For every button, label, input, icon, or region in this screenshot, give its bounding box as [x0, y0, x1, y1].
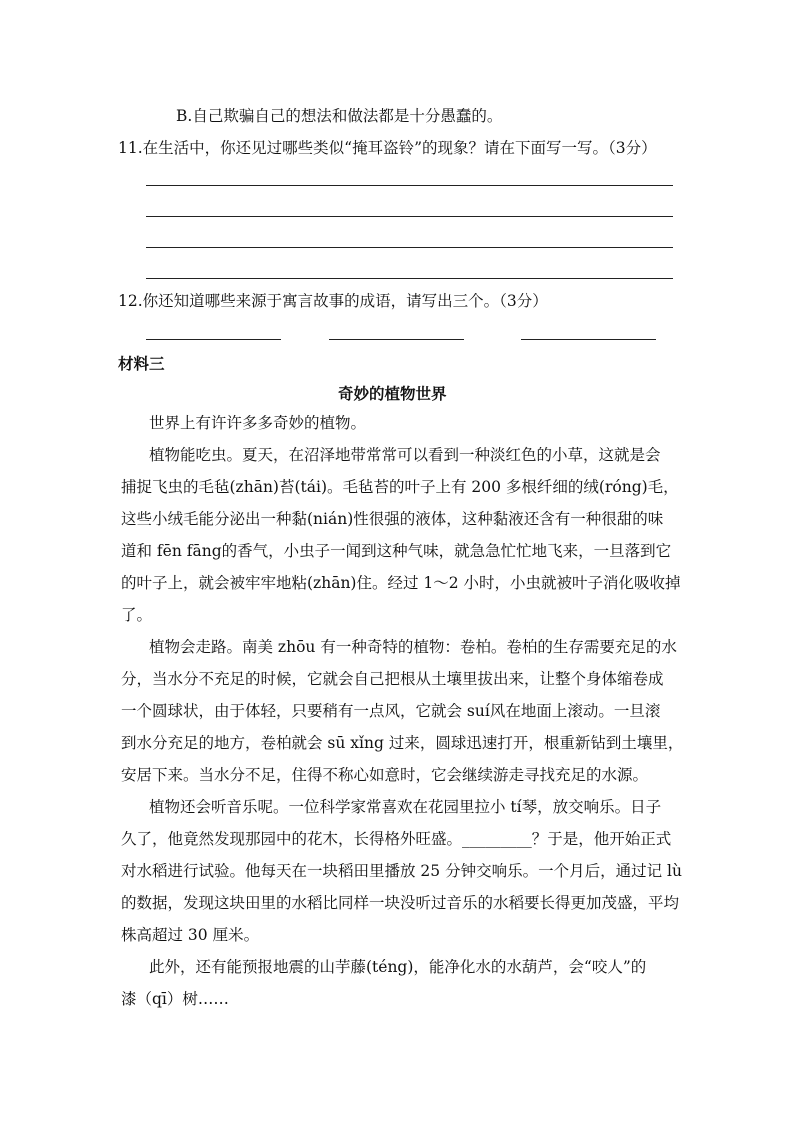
body-line: 株高超过 30 厘米。: [121, 926, 260, 944]
body-line: 世界上有许许多多奇妙的植物。: [149, 414, 367, 432]
body-line: 的数据，发现这块田里的水稻比同样一块没听过音乐的水稻要长得更加茂盛，平均: [121, 894, 680, 912]
question-12: 12.你还知道哪些来源于寓言故事的成语，请写出三个。（3分）: [118, 292, 548, 310]
body-line: 漆（qī）树……: [121, 990, 229, 1008]
body-line: 一个圆球状，由于体轻，只要稍有一点风，它就会 suí风在地面上滚动。一旦滚: [121, 702, 661, 720]
body-line: 对水稻进行试验。他每天在一块稻田里播放 25 分钟交响乐。一个月后，通过记 lù: [121, 862, 682, 880]
idiom-blank-1[interactable]: [146, 339, 281, 340]
question-11: 11.在生活中，你还见过哪些类似“掩耳盗铃”的现象？请在下面写一写。（3分）: [118, 139, 657, 157]
option-b: B.自己欺骗自己的想法和做法都是十分愚蠢的。: [176, 107, 503, 125]
answer-line-3[interactable]: [146, 247, 673, 248]
body-line: 道和 fēn fāng的香气，小虫子一闻到这种气味，就急急忙忙地飞来，一旦落到它: [121, 542, 672, 560]
body-line: 了。: [121, 606, 153, 624]
idiom-blank-3[interactable]: [521, 339, 656, 340]
body-line: 此外，还有能预报地震的山芋藤(téng)，能净化水的水葫芦，会“咬人”的: [149, 958, 647, 976]
answer-line-4[interactable]: [146, 278, 673, 279]
body-line: 安居下来。当水分不足，住得不称心如意时，它会继续游走寻找充足的水源。: [121, 766, 649, 784]
body-line: 植物会走路。南美 zhōu 有一种奇特的植物：卷柏。卷柏的生存需要充足的水: [149, 638, 677, 656]
body-line: 到水分充足的地方，卷柏就会 sū xǐng 过来，圆球迅速打开，根重新钻到土壤里，: [121, 734, 684, 752]
material-heading: 材料三: [118, 354, 165, 373]
body-line: 的叶子上，就会被牢牢地粘(zhān)住。经过 1～2 小时，小虫就被叶子消化吸收掉: [121, 574, 681, 592]
body-line: 植物还会听音乐呢。一位科学家常喜欢在花园里拉小 tí琴，放交响乐。日子: [149, 798, 662, 816]
answer-line-2[interactable]: [146, 216, 673, 217]
body-line: 分，当水分不充足的时候，它就会自己把根从土壤里拔出来，让整个身体缩卷成: [121, 670, 664, 688]
body-line: 久了，他竟然发现那园中的花木，长得格外旺盛。_________？于是，他开始正式: [121, 830, 672, 848]
answer-line-1[interactable]: [146, 185, 673, 186]
body-line: 植物能吃虫。夏天，在沼泽地带常常可以看到一种淡红色的小草，这就是会: [149, 446, 661, 464]
article-title: 奇妙的植物世界: [338, 384, 447, 403]
idiom-blank-2[interactable]: [329, 339, 464, 340]
body-line: 这些小绒毛能分泌出一种黏(nián)性很强的液体，这种黏液还含有一种很甜的味: [121, 510, 664, 528]
body-line: 捕捉飞虫的毛毡(zhān)苔(tái)。毛毡苔的叶子上有 200 多根纤细的绒(róng)毛，: [121, 478, 679, 496]
